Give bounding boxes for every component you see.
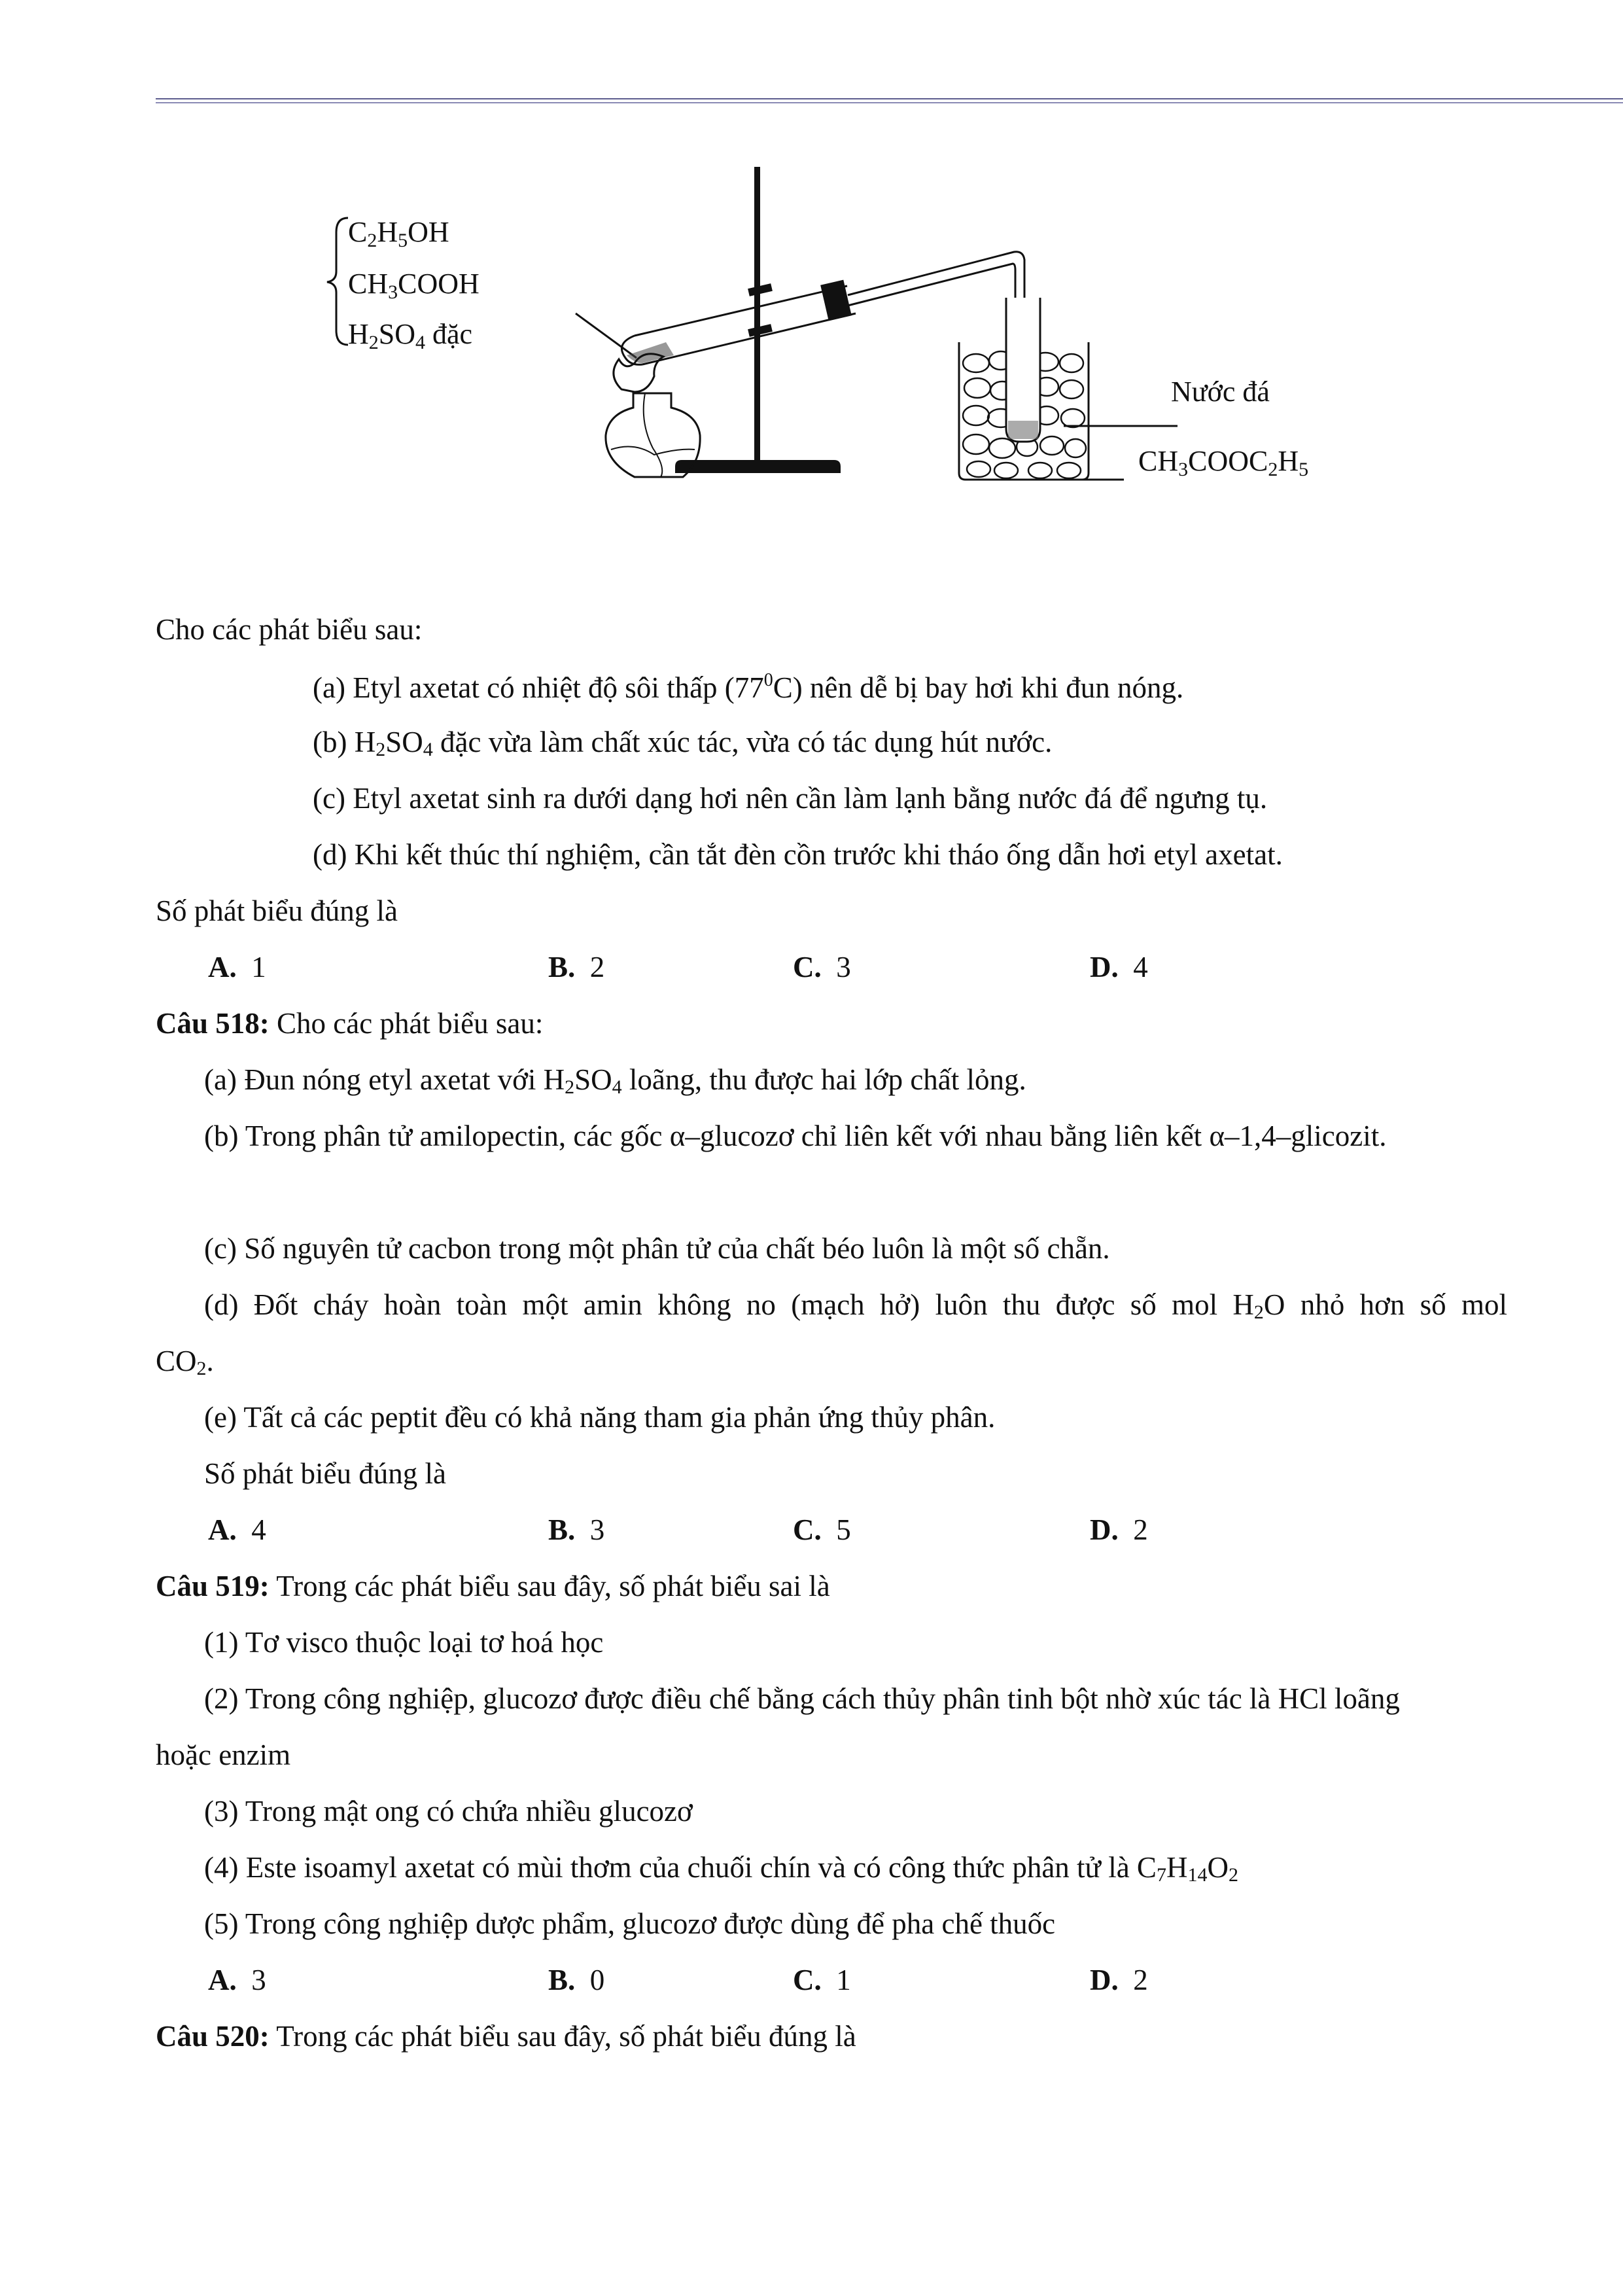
lamp-wick xyxy=(644,393,663,477)
q518-heading: Câu 518: Cho các phát biểu sau: xyxy=(156,1007,544,1040)
q520-label: Câu 520: xyxy=(156,2020,270,2053)
header-rule xyxy=(156,98,1623,99)
q517-intro: Cho các phát biểu sau: xyxy=(156,613,423,646)
collecting-tube xyxy=(1006,298,1040,442)
product-liquid xyxy=(1008,421,1038,439)
apparatus-figure xyxy=(307,167,1380,507)
q517-statement-b: (b) $H_2SO_4$ đặc vừa làm chất xúc tác, vừa có tác dụng hút nước. xyxy=(313,726,1053,760)
q517-option-c[interactable]: C. 3 xyxy=(793,951,851,983)
q519-statement-2: (2) Trong công nghiệp, glucozơ được điều chế bằng cách thủy phân tinh bột nhờ xúc tác là HCl loãng xyxy=(204,1682,1400,1715)
q519-option-c[interactable]: C. 1 xyxy=(793,1964,851,1996)
q519-label: Câu 519: xyxy=(156,1570,270,1602)
reagent-pointer xyxy=(576,313,637,358)
delivery-tube xyxy=(848,252,1024,402)
ice-label: Nước đá xyxy=(1171,376,1270,408)
q517-count: Số phát biểu đúng là xyxy=(156,894,398,927)
q517-option-a[interactable]: A. 1 xyxy=(208,951,266,983)
q519-statement-5: (5) Trong công nghiệp dược phẩm, glucozơ được dùng để pha chế thuốc xyxy=(204,1907,1056,1940)
q519-heading: Câu 519: Trong các phát biểu sau đây, số phát biểu sai là xyxy=(156,1570,830,1602)
q517-option-d[interactable]: D. 4 xyxy=(1090,951,1148,983)
q519-statement-4: (4) Este isoamyl axetat có mùi thơm của chuối chín và có công thức phân tử là $C_7H_{14}O_2$ xyxy=(204,1851,1238,1886)
q518-statement-b: (b) Trong phân tử amilopectin, các gốc α–glucozơ chỉ liên kết với nhau bằng liên kết α–1,4–glicozit. xyxy=(204,1120,1387,1152)
q517-statement-d: (d) Khi kết thúc thí nghiệm, cần tắt đèn cồn trước khi tháo ống dẫn hơi etyl axetat. xyxy=(313,838,1283,871)
q519-statement-1: (1) Tơ visco thuộc loại tơ hoá học xyxy=(204,1626,604,1659)
stand-rod xyxy=(754,167,760,465)
tube-liquid xyxy=(627,342,674,363)
q518-statement-e: (e) Tất cả các peptit đều có khả năng tham gia phản ứng thủy phân. xyxy=(204,1401,996,1434)
product-label: $CH_3COOC_2H_5$ xyxy=(1138,445,1309,480)
q518-count: Số phát biểu đúng là xyxy=(204,1457,446,1490)
q518-option-d[interactable]: D. 2 xyxy=(1090,1513,1148,1546)
q518-option-a[interactable]: A. 4 xyxy=(208,1513,266,1546)
q518-statement-c: (c) Số nguyên tử cacbon trong một phân tử của chất béo luôn là một số chẵn. xyxy=(204,1232,1110,1265)
stand-base xyxy=(675,460,841,473)
q518-statement-a: (a) Đun nóng etyl axetat với $H_2SO_4$ loãng, thu được hai lớp chất lỏng. xyxy=(204,1063,1026,1098)
header-rule-secondary xyxy=(156,102,1623,103)
reagent-ethanol: $C_2H_5OH$ xyxy=(348,216,449,251)
q518-label: Câu 518: xyxy=(156,1007,270,1040)
q518-statement-d-cont: $CO_2$. xyxy=(156,1345,214,1379)
reagent-sulfuric-acid: $H_2SO_4$ đặc xyxy=(348,318,473,353)
reagent-acetic-acid: $CH_3COOH$ xyxy=(348,268,480,303)
q519-statement-2-cont: hoặc enzim xyxy=(156,1739,291,1771)
q519-option-b[interactable]: B. 0 xyxy=(548,1964,605,1996)
q518-option-b[interactable]: B. 3 xyxy=(548,1513,605,1546)
q518-option-c[interactable]: C. 5 xyxy=(793,1513,851,1546)
q519-statement-3: (3) Trong mật ong có chứa nhiều glucozơ xyxy=(204,1795,693,1828)
q517-option-b[interactable]: B. 2 xyxy=(548,951,605,983)
reagent-brace xyxy=(327,218,348,345)
q519-option-a[interactable]: A. 3 xyxy=(208,1964,266,1996)
q519-option-d[interactable]: D. 2 xyxy=(1090,1964,1148,1996)
q517-statement-c: (c) Etyl axetat sinh ra dưới dạng hơi nên cần làm lạnh bằng nước đá để ngưng tụ. xyxy=(313,782,1268,815)
q517-statement-a: (a) Etyl axetat có nhiệt độ sôi thấp $(77^0C)$ nên dễ bị bay hơi khi đun nóng. xyxy=(313,670,1184,704)
q520-heading: Câu 520: Trong các phát biểu sau đây, số phát biểu đúng là xyxy=(156,2020,856,2053)
q518-statement-d: (d) Đốt cháy hoàn toàn một amin không no (mạch hở) luôn thu được số mol $H_2O$ nhỏ hơn số mol xyxy=(204,1288,1508,1323)
